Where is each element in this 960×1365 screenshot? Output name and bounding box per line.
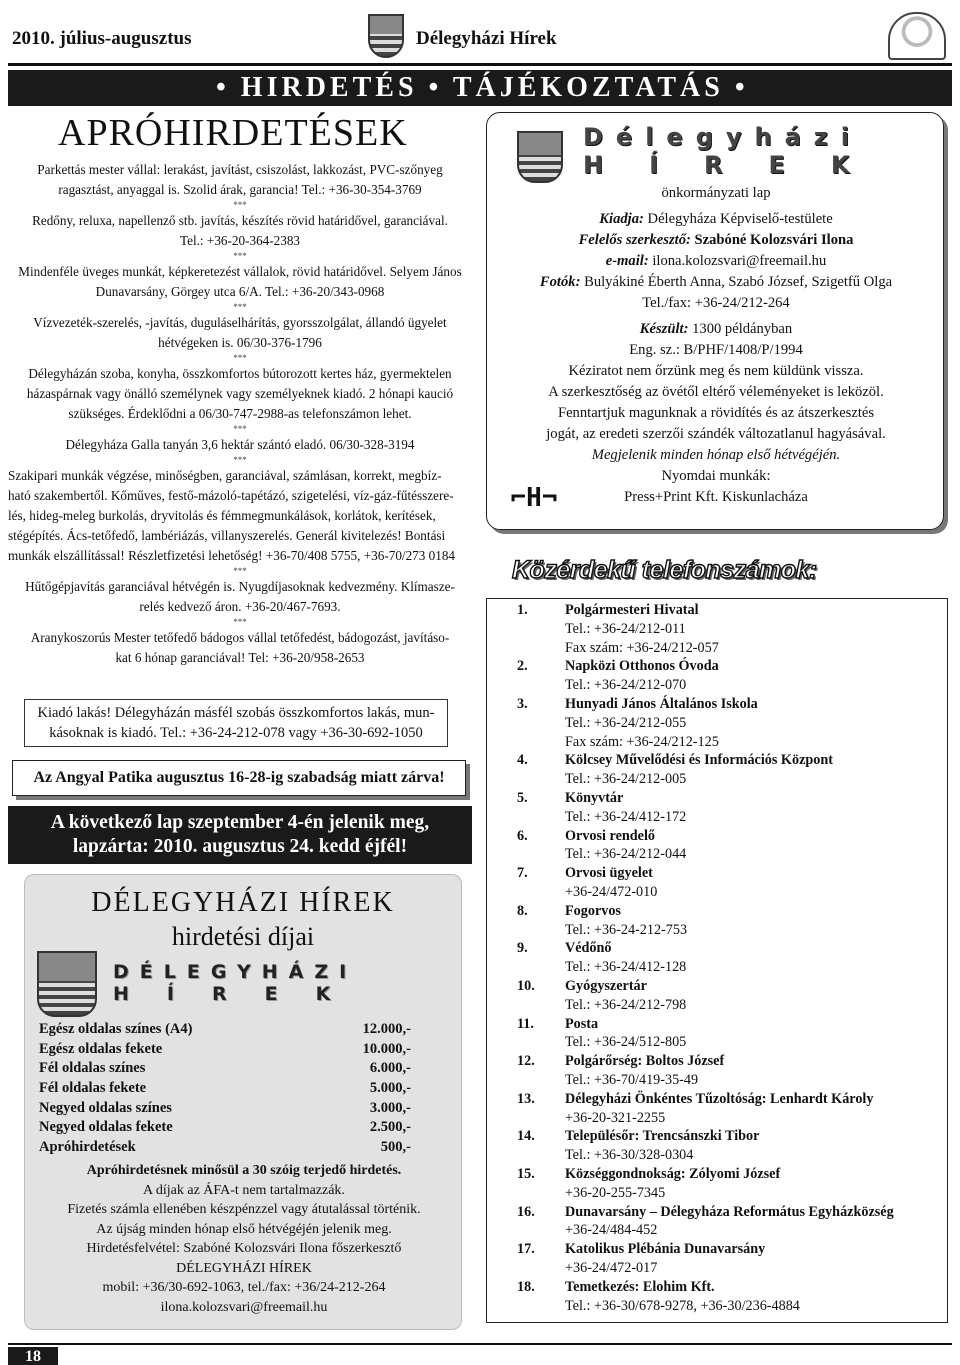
phone-entry	[487, 939, 947, 977]
ad-rates-box	[24, 874, 462, 1330]
ad-line: Délegyháza Galla tanyán 3,6 hektár szántó eladó. 06/30-328-3194	[65, 436, 415, 452]
ad-line: Hűtőgépjavítás garanciával hétvégén is. Nyugdíjasoknak kedvezmény. Klímasze-	[25, 578, 455, 594]
phone-entry-line: +36-24/472-017	[565, 1259, 658, 1276]
phone-entry-line: Tel.: +36-24/212-055	[565, 714, 687, 731]
phone-entry-number: 13.	[517, 1090, 535, 1107]
price-label: Negyed oldalas fekete	[39, 1119, 173, 1136]
page-footer	[8, 1343, 952, 1363]
ad-line: stégépítés. Ács-tetőfedő, lambériázás, villanyszerelés. Generál kivitelezés! Bontási	[8, 527, 446, 543]
phone-entry-text	[565, 902, 945, 940]
ad-line: szükséges. Érdeklődni a 06/30-747-2988-as telefonszámon lehet.	[68, 405, 412, 421]
rates-title: DÉLEGYHÁZI HÍREK	[91, 887, 395, 918]
phone-entry-name: Orvosi rendelő	[565, 827, 655, 844]
phone-entry-line: Fax szám: +36-24/212-057	[565, 639, 719, 656]
classified-ad	[8, 628, 472, 668]
printer: Press+Print Kft. Kiskunlacháza	[624, 489, 808, 505]
phone-directory	[486, 598, 948, 1323]
phone-entry-text	[565, 864, 945, 902]
phone-entry-name: Katolikus Plébánia Dunavarsány	[565, 1241, 766, 1258]
phone-entry-number: 1.	[517, 602, 528, 618]
price-value: 10.000,-	[362, 1040, 411, 1057]
phone-entry-name: Fogorvos	[565, 902, 621, 919]
classified-ad	[8, 466, 472, 566]
email: ilona.kolozsvari@freemail.hu	[652, 253, 827, 269]
ad-line: Tel.: +36-20-364-2383	[179, 232, 301, 248]
ad-line: Délegyházán szoba, konyha, összkomfortos bútorozott kertes ház, gyermektelen	[28, 365, 452, 381]
phone-entry	[487, 1090, 947, 1128]
page-number: 18	[8, 1347, 58, 1365]
phone-entry	[487, 977, 947, 1015]
rates-note: Fizetés számla ellenében készpénzzel vagy átutalással történik.	[67, 1202, 421, 1217]
coat-of-arms-icon	[37, 951, 97, 1017]
phone-entry	[487, 601, 947, 657]
editor: Szabóné Kolozsvári Ilona	[694, 232, 854, 248]
phone-entry	[487, 1165, 947, 1203]
phone-entry-line: Fax szám: +36-24/212-125	[565, 733, 719, 750]
imprint-note: Kéziratot nem őrzünk meg és nem küldünk vissza.	[568, 363, 864, 379]
classified-ad	[8, 435, 472, 455]
rates-subtitle: hirdetési díjai	[171, 922, 315, 951]
phone-entry-number: 8.	[517, 902, 528, 919]
rates-note: A díjak az ÁFA-t nem tartalmazzák.	[143, 1182, 345, 1198]
phones-title: Közérdekű telefonszámok:	[512, 556, 817, 584]
phone-entry-name: Polgármesteri Hivatal	[565, 602, 699, 618]
phone-entry-name: Dunavarsány – Délegyháza Református Egyházközség	[565, 1203, 894, 1220]
ad-line: Aranykoszorús Mester tetőfedő bádogos vállal tetőfedést, bádogozást, javításo-	[30, 629, 450, 645]
rent-ad-box	[24, 699, 448, 747]
section-banner: • HIRDETÉS • TÁJÉKOZTATÁS •	[8, 70, 952, 106]
phone-entry-number: 7.	[517, 865, 528, 882]
phone-entry-number: 14.	[517, 1128, 535, 1145]
phone-entry-text	[565, 1052, 945, 1090]
phone-entry-name: Könyvtár	[565, 790, 624, 806]
phone-entry-line: Tel.: +36-24/512-805	[565, 1034, 687, 1051]
phone-entry-text	[565, 789, 945, 827]
emblem-icon	[888, 12, 946, 60]
price-row	[39, 1080, 411, 1100]
phone-entry	[487, 827, 947, 865]
phone-entry-line: Tel.: +36-70/419-35-49	[565, 1071, 699, 1088]
phone-entry-number: 12.	[517, 1053, 535, 1070]
phone-entry-text	[565, 827, 945, 865]
price-label: Fél oldalas színes	[39, 1060, 146, 1077]
phone-entry-name: Hunyadi János Általános Iskola	[565, 696, 758, 712]
phone-entry-name: Napközi Otthonos Óvoda	[565, 658, 719, 675]
phone-entry-name: Községgondnokság: Zólyomi József	[565, 1166, 781, 1182]
phone-entry-name: Temetkezés: Elohim Kft.	[565, 1278, 715, 1295]
price-label: Apróhirdetések	[39, 1139, 136, 1156]
email-label: e-mail:	[605, 253, 649, 269]
price-row	[39, 1119, 411, 1139]
price-row	[39, 1139, 411, 1159]
price-value: 2.500,-	[369, 1119, 411, 1136]
phone-entry-line: +36-20-321-2255	[565, 1109, 666, 1126]
phone-entry-text	[565, 977, 945, 1015]
phone-entry-line: Tel.: +36-24/212-070	[565, 677, 687, 694]
price-list	[39, 1021, 411, 1159]
classifieds-column	[8, 112, 472, 668]
phone-entry	[487, 864, 947, 902]
phone-entry-number: 17.	[517, 1241, 535, 1258]
issue-date: 2010. július-augusztus	[12, 28, 192, 49]
ad-separator: ***	[233, 199, 247, 210]
ad-separator: ***	[233, 250, 247, 261]
publisher: Délegyháza Képviselő-testülete	[647, 211, 833, 227]
price-label: Egész oldalas színes (A4)	[39, 1021, 193, 1037]
phone-entry-line: +36-20-255-7345	[565, 1184, 666, 1201]
phone-entry	[487, 902, 947, 940]
phone-entry-number: 16.	[517, 1203, 535, 1220]
ad-line: Szakipari munkák végzése, minőségben, garanciával, számlásan, korrekt, megbíz-	[8, 467, 442, 483]
ad-line: hétvégeken is. 06/30-376-1796	[158, 334, 322, 350]
price-row	[39, 1060, 411, 1080]
schedule: Megjelenik minden hónap első hétvégéjén.	[591, 447, 841, 463]
rates-note: Apróhirdetésnek minősül a 30 szóig terjedő hirdetés.	[86, 1163, 402, 1178]
imprint-box	[486, 112, 944, 530]
pharmacy-notice: Az Angyal Patika augusztus 16-28-ig szabadság miatt zárva!	[12, 760, 466, 796]
phone-entry-text	[565, 1203, 945, 1241]
classified-ad	[8, 160, 472, 200]
masthead-logo-line: HÍREK	[583, 151, 896, 179]
ad-line: ható szakembertől. Kőműves, festő-mázoló-tapétázó, szigetelési, víz-gáz-fűtésszere-	[8, 487, 454, 503]
ad-line: munkák elszállítással! Részletfizetési lehetőség! +36-70/408 5755, +36-70/273 0184	[8, 547, 456, 563]
price-label: Fél oldalas fekete	[39, 1080, 147, 1097]
phone-entry	[487, 695, 947, 751]
phone-entry-line: Tel.: +36-30/678-9278, +36-30/236-4884	[565, 1297, 800, 1314]
printer-label: Nyomdai munkák:	[661, 468, 771, 484]
ad-line: relés kedvező áron. +36-20/467-7693.	[139, 598, 341, 614]
page-header	[8, 6, 952, 66]
ad-separator: ***	[233, 301, 247, 312]
publication-type: önkormányzati lap	[661, 185, 771, 201]
phone-entry-text	[565, 601, 945, 657]
phone-entry-name: Orvosi ügyelet	[565, 865, 653, 882]
phone-entry-line: Tel.: +36-30/328-0304	[565, 1147, 694, 1164]
masthead-logo-line: Délegyházi	[583, 123, 863, 151]
telfax: Tel./fax: +36-24/212-264	[642, 295, 790, 311]
phone-entry-text	[565, 751, 945, 789]
phone-entry	[487, 751, 947, 789]
imprint-note: A szerkesztőség az övétől eltérő véleményeket is leközöl.	[548, 384, 884, 400]
classified-ad	[8, 364, 472, 424]
ad-separator: ***	[233, 616, 247, 627]
next-issue-notice	[8, 806, 472, 864]
phone-entry-line: Tel.: +36-24/212-798	[565, 996, 687, 1013]
price-label: Negyed oldalas színes	[39, 1099, 172, 1116]
ad-separator: ***	[233, 423, 247, 434]
rates-note: mobil: +36/30-692-1063, tel./fax: +36/24-212-264	[102, 1280, 386, 1295]
ad-separator: ***	[233, 352, 247, 363]
editor-label: Felelős szerkesztő:	[578, 232, 691, 248]
photos-label: Fotók:	[539, 274, 581, 290]
registration: Eng. sz.: B/PHF/1408/P/1994	[629, 342, 803, 358]
classified-ad	[8, 313, 472, 353]
classified-ad	[8, 577, 472, 617]
phone-entry	[487, 657, 947, 695]
phone-entry-name: Településőr: Trencsánszki Tibor	[565, 1128, 760, 1145]
phone-entry-line: Tel.: +36-24-212-753	[565, 921, 688, 938]
rates-notes	[25, 1161, 463, 1317]
price-value: 12.000,-	[362, 1021, 411, 1037]
phone-entry	[487, 1052, 947, 1090]
price-row	[39, 1100, 411, 1120]
logo-text-line: HÍREK	[113, 983, 369, 1005]
logo-text-line: DÉLEGYHÁZI	[113, 961, 358, 983]
ad-line: Mindenféle üveges munkát, képkeretezést vállalok, rövid határidővel. Selyem János	[18, 263, 462, 279]
phone-entry-name: Polgárőrség: Boltos József	[565, 1053, 725, 1070]
phone-entry-text	[565, 1090, 945, 1128]
phone-entry-name: Védőnő	[565, 940, 612, 957]
phone-entry-name: Gyógyszertár	[565, 978, 647, 994]
phone-entry-name: Délegyházi Önkéntes Tűzoltóság: Lenhardt Károly	[565, 1090, 874, 1107]
phone-entry-number: 2.	[517, 658, 528, 675]
coat-of-arms-icon	[368, 14, 404, 58]
phone-entry	[487, 1240, 947, 1278]
coat-of-arms-icon	[517, 131, 563, 183]
classified-ad	[8, 262, 472, 302]
classifieds-list	[8, 160, 472, 668]
phone-entry-text	[565, 695, 945, 751]
phone-entry-name: Posta	[565, 1015, 599, 1032]
phone-entry-number: 9.	[517, 940, 528, 957]
copies-label: Készült:	[639, 321, 689, 337]
ad-line: Redőny, reluxa, napellenző stb. javítás, készítés rövid határidővel, garanciával.	[32, 212, 448, 228]
ad-line: Vízvezeték-szerelés, -javítás, duguláselhárítás, gyorsszolgálat, állandó ügyelet	[33, 314, 447, 330]
publication-name: Délegyházi Hírek	[416, 28, 557, 49]
price-label: Egész oldalas fekete	[39, 1040, 163, 1057]
photos: Bulyákiné Éberth Anna, Szabó József, Szigetfű Olga	[584, 274, 893, 290]
classifieds-title: APRÓHIRDETÉSEK	[58, 112, 408, 154]
price-row	[39, 1021, 411, 1041]
phone-entry-text	[565, 939, 945, 977]
ad-line: Parkettás mester vállal: lerakást, javítást, csiszolást, lakkozást, PVC-szőnyeg	[37, 161, 443, 177]
price-value: 6.000,-	[369, 1060, 411, 1077]
ad-line: Dunavarsány, Görgey utca 6/A. Tel.: +36-20/343-0968	[95, 283, 385, 299]
phone-entry-text	[565, 1015, 945, 1053]
phone-entry-text	[565, 1127, 945, 1165]
phone-entry-line: Tel.: +36-24/212-044	[565, 846, 687, 863]
classified-ad	[8, 211, 472, 251]
printer-logo-icon: ⌐ H ¬	[510, 483, 558, 513]
price-value: 500,-	[380, 1139, 411, 1156]
phone-entry-number: 4.	[517, 752, 528, 769]
phone-entry-number: 11.	[517, 1015, 534, 1032]
phone-entry-line: +36-24/484-452	[565, 1222, 658, 1239]
phone-entry	[487, 1203, 947, 1241]
price-row	[39, 1041, 411, 1061]
phone-entry	[487, 1127, 947, 1165]
rates-note: DÉLEGYHÁZI HÍREK	[176, 1260, 312, 1276]
phone-entry-number: 15.	[517, 1166, 535, 1182]
price-value: 5.000,-	[369, 1080, 411, 1097]
next-issue-line: lapzárta: 2010. augusztus 24. kedd éjfél!	[72, 836, 408, 857]
phone-entry-number: 5.	[517, 790, 528, 806]
rates-note: Hirdetésfelvétel: Szabóné Kolozsvári Ilona főszerkesztő	[86, 1241, 402, 1256]
ad-line: ragasztást, anyaggal is. Szolid árak, garancia! Tel.: +36-30-354-3769	[58, 181, 422, 197]
phone-entry-text	[565, 657, 945, 695]
publisher-label: Kiadja:	[599, 211, 644, 227]
rent-ad-line: kásoknak is kiadó. Tel.: +36-24-212-078 vagy +36-30-692-1050	[49, 725, 423, 741]
ad-line: lés, hideg-meleg burkolás, dryvitolás és fémmegmunkálások, korlátok, kerítések,	[8, 507, 436, 523]
phone-entry-line: +36-24/472-010	[565, 883, 658, 900]
phone-entry-text	[565, 1165, 945, 1203]
ad-separator: ***	[233, 565, 247, 576]
phone-entry-number: 18.	[517, 1278, 535, 1295]
phone-entry-line: Tel.: +36-24/212-011	[565, 620, 686, 637]
imprint-note: jogát, az eredeti szerzői szándék változatlanul hagyásával.	[546, 426, 886, 442]
rates-note: Az újság minden hónap első hétvégéjén jelenik meg.	[96, 1221, 392, 1237]
phone-entry-name: Kölcsey Művelődési és Információs Központ	[565, 752, 833, 769]
phone-entry-line: Tel.: +36-24/412-128	[565, 959, 687, 976]
ad-separator: ***	[233, 454, 247, 465]
phone-entry-number: 6.	[517, 827, 528, 844]
phone-entry-number: 10.	[517, 978, 535, 994]
next-issue-line: A következő lap szeptember 4-én jelenik meg,	[50, 812, 430, 833]
printer-logo-letter: H	[526, 483, 542, 513]
copies: 1300 példányban	[692, 321, 793, 337]
phone-entry-number: 3.	[517, 696, 528, 712]
imprint-details	[487, 183, 945, 508]
phone-entry-text	[565, 1240, 945, 1278]
rent-ad-line: Kiadó lakás! Délegyházán másfél szobás összkomfortos lakás, mun-	[37, 705, 435, 721]
phone-entry	[487, 1278, 947, 1316]
price-value: 3.000,-	[369, 1099, 411, 1116]
phone-entry-text	[565, 1278, 945, 1316]
phone-entry	[487, 1015, 947, 1053]
ad-line: házaspárnak vagy önálló személynek vagy személyeknek kiadó. 2 hónapi kaució	[26, 385, 454, 401]
phone-entry-line: Tel.: +36-24/212-005	[565, 771, 687, 788]
rates-note: ilona.kolozsvari@freemail.hu	[160, 1299, 328, 1315]
imprint-note: Fenntartjuk magunknak a rövidítés és az átszerkesztés	[557, 405, 875, 421]
phone-entry-line: Tel.: +36-24/412-172	[565, 808, 687, 825]
phone-entry	[487, 789, 947, 827]
ad-line: kat 6 hónap garanciával! Tel: +36-20/958-2653	[115, 649, 365, 665]
